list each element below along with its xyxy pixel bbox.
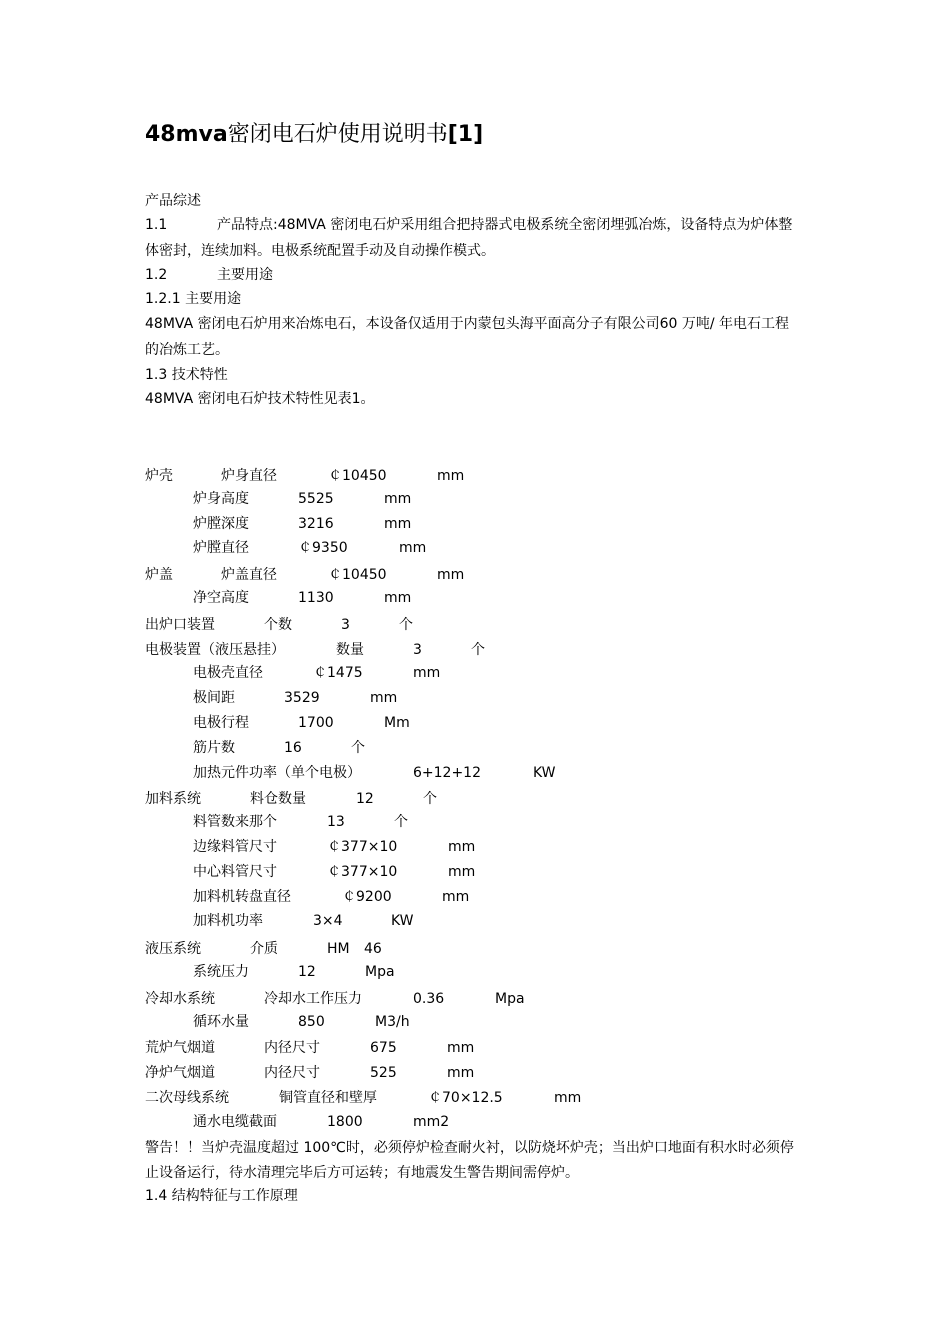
spec-label: 极间距	[193, 690, 235, 706]
spec-value: 6+12+12	[413, 765, 481, 781]
spec-label: 中心料管尺寸	[193, 864, 277, 880]
spec-group: 出炉口装置	[145, 617, 215, 633]
spec-value: 3×4	[313, 913, 343, 929]
spec-label: 电极壳直径	[193, 665, 263, 681]
spec-unit: M3/h	[375, 1014, 410, 1030]
section-1-3-line1: 48MVA 密闭电石炉技术特性见表1。	[145, 391, 375, 407]
section-1-2-1-heading: 1.2.1 主要用途	[145, 291, 242, 307]
spec-value: 525	[370, 1065, 397, 1081]
section-1-4-heading: 1.4 结构特征与工作原理	[145, 1188, 298, 1204]
spec-unit: mm	[384, 516, 412, 532]
warning-line2: 止设备运行，待水清理完毕后方可运转；有地震发生警告期间需停炉。	[145, 1165, 579, 1181]
spec-label: 边缘料管尺寸	[193, 839, 277, 855]
spec-unit: 个	[423, 791, 437, 807]
spec-value: HM	[327, 941, 350, 957]
spec-value: ￠10450	[328, 468, 387, 484]
spec-unit: 个	[394, 814, 408, 830]
spec-value: ￠9200	[342, 889, 392, 905]
spec-unit: mm	[448, 839, 476, 855]
spec-unit: mm	[437, 468, 465, 484]
spec-label: 内径尺寸	[264, 1040, 320, 1056]
spec-unit: KW	[533, 765, 556, 781]
spec-value: 850	[298, 1014, 325, 1030]
spec-value: 12	[298, 964, 316, 980]
spec-label: 介质	[250, 941, 278, 957]
spec-unit: mm	[413, 665, 441, 681]
spec-label: 筋片数	[193, 740, 235, 756]
spec-label: 炉膛深度	[193, 516, 249, 532]
section-1-2-1-line1: 48MVA 密闭电石炉用来冶炼电石，本设备仅适用于内蒙包头海平面高分子有限公司60 万吨/ 年电石工程	[145, 316, 790, 332]
spec-label: 铜管直径和壁厚	[279, 1090, 377, 1106]
document-title	[145, 121, 483, 149]
spec-unit: 个	[399, 617, 413, 633]
spec-unit: mm	[554, 1090, 582, 1106]
section-1-2-number: 1.2	[145, 267, 168, 283]
spec-value: ￠10450	[328, 567, 387, 583]
spec-unit: 个	[351, 740, 365, 756]
spec-label: 循环水量	[193, 1014, 249, 1030]
spec-value: 3	[341, 617, 350, 633]
spec-group: 电极装置（液压悬挂）	[145, 642, 285, 658]
spec-value: 0.36	[413, 991, 445, 1007]
spec-label: 料仓数量	[250, 791, 306, 807]
spec-label: 个数	[264, 617, 292, 633]
spec-unit: 个	[471, 642, 485, 658]
spec-unit: mm	[384, 590, 412, 606]
spec-unit: mm	[448, 864, 476, 880]
section-1-1-line1: 产品特点:48MVA 密闭电石炉采用组合把持器式电极系统全密闭埋弧冶炼，设备特点为炉体整	[217, 217, 793, 233]
overview-heading: 产品综述	[145, 193, 201, 209]
spec-group-furnace-cover: 炉盖	[145, 567, 173, 583]
spec-label: 炉膛直径	[193, 540, 249, 556]
section-1-1-number: 1.1	[145, 217, 168, 233]
spec-label: 料管数来那个	[193, 814, 277, 830]
spec-group: 荒炉气烟道	[145, 1040, 215, 1056]
spec-label: 净空高度	[193, 590, 249, 606]
spec-label: 电极行程	[193, 715, 249, 731]
spec-value: 1700	[298, 715, 334, 731]
spec-group: 冷却水系统	[145, 991, 215, 1007]
spec-group: 净炉气烟道	[145, 1065, 215, 1081]
spec-label: 内径尺寸	[264, 1065, 320, 1081]
section-1-2-1-line2: 的冶炼工艺。	[145, 342, 229, 358]
spec-label: 冷却水工作压力	[264, 991, 362, 1007]
spec-value: 12	[356, 791, 374, 807]
spec-label: 炉身高度	[193, 491, 249, 507]
spec-value: ￠9350	[298, 540, 348, 556]
spec-label: 系统压力	[193, 964, 249, 980]
title-prefix: 48mva	[145, 122, 228, 147]
title-main: 密闭电石炉使用说明书	[227, 122, 448, 147]
spec-unit: mm	[437, 567, 465, 583]
spec-value: 675	[370, 1040, 397, 1056]
spec-value: 3	[413, 642, 422, 658]
spec-group: 液压系统	[145, 941, 201, 957]
spec-unit: mm	[370, 690, 398, 706]
title-suffix: [1]	[447, 122, 484, 147]
spec-value-grade: 46	[364, 941, 382, 957]
spec-unit: KW	[391, 913, 414, 929]
spec-value: 5525	[298, 491, 334, 507]
spec-value: 16	[284, 740, 302, 756]
spec-value: ￠1475	[313, 665, 363, 681]
spec-unit: mm	[447, 1065, 475, 1081]
spec-label: 加料机转盘直径	[193, 889, 291, 905]
spec-value: ￠377×10	[327, 839, 398, 855]
spec-label: 通水电缆截面	[193, 1114, 277, 1130]
spec-value: 1800	[327, 1114, 363, 1130]
spec-unit: mm	[399, 540, 427, 556]
spec-value: 13	[327, 814, 345, 830]
spec-unit: mm	[384, 491, 412, 507]
spec-label: 炉盖直径	[221, 567, 277, 583]
spec-label: 数量	[336, 642, 364, 658]
spec-value: 3216	[298, 516, 334, 532]
spec-value: ￠70×12.5	[428, 1090, 503, 1106]
warning-line1: 警告！！当炉壳温度超过 100℃时，必须停炉检查耐火衬，以防烧坏炉壳；当出炉口地面有积水时必须停	[145, 1140, 794, 1156]
section-1-2-label: 主要用途	[217, 267, 273, 283]
spec-label: 加料机功率	[193, 913, 263, 929]
spec-unit: Mm	[384, 715, 410, 731]
spec-group-furnace-shell: 炉壳	[145, 468, 173, 484]
spec-unit: mm	[447, 1040, 475, 1056]
spec-value: ￠377×10	[327, 864, 398, 880]
spec-unit: mm	[442, 889, 470, 905]
spec-value: 3529	[284, 690, 320, 706]
spec-unit: Mpa	[495, 991, 525, 1007]
spec-value: 1130	[298, 590, 334, 606]
spec-group: 二次母线系统	[145, 1090, 229, 1106]
spec-label: 炉身直径	[221, 468, 277, 484]
spec-group: 加料系统	[145, 791, 201, 807]
spec-unit: mm2	[413, 1114, 450, 1130]
section-1-3-heading: 1.3 技术特性	[145, 367, 228, 383]
section-1-1-line2: 体密封，连续加料。电极系统配置手动及自动操作模式。	[145, 243, 495, 259]
spec-unit: Mpa	[365, 964, 395, 980]
spec-label: 加热元件功率（单个电极）	[193, 765, 361, 781]
